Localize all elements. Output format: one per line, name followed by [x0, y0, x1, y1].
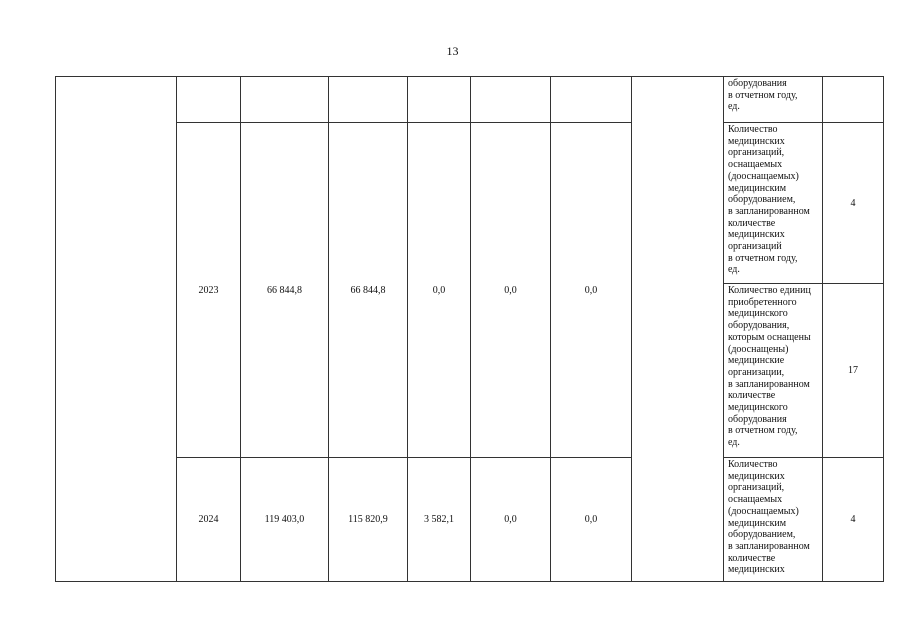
indicator-name: Количество медицинских организаций, оснащаемых (дооснащаемых) медицинским оборудованием, в запланированном количестве медицинских организаций в отчетном году, ед.	[723, 122, 822, 283]
indicator-value: 4	[822, 122, 884, 283]
table-cell-blank	[328, 76, 407, 122]
other-cell: 0,0	[550, 122, 631, 457]
table-cell-blank	[631, 76, 723, 582]
table-cell-blank	[550, 76, 631, 122]
other-cell: 0,0	[550, 457, 631, 582]
table-cell-blank	[240, 76, 328, 122]
table-cell-blank	[176, 76, 240, 122]
table-cell-blank	[407, 76, 470, 122]
total-cell: 66 844,8	[240, 122, 328, 457]
budget-table	[55, 76, 884, 582]
table-cell-blank	[55, 76, 176, 582]
indicator-name: оборудования в отчетном году, ед.	[723, 76, 822, 122]
indicator-name: Количество единиц приобретенного медицинского оборудования, которым оснащены (дооснащены) медицинские организации, в запланированном количестве медицинского оборудования в отчетном году, ед.	[723, 283, 822, 457]
federal-cell: 115 820,9	[328, 457, 407, 582]
indicator-value	[822, 76, 884, 122]
year-cell: 2023	[176, 122, 240, 457]
year-cell: 2024	[176, 457, 240, 582]
regional-cell: 0,0	[407, 122, 470, 457]
indicator-value: 17	[822, 283, 884, 457]
regional-cell: 3 582,1	[407, 457, 470, 582]
municipal-cell: 0,0	[470, 122, 550, 457]
indicator-value: 4	[822, 457, 884, 582]
federal-cell: 66 844,8	[328, 122, 407, 457]
total-cell: 119 403,0	[240, 457, 328, 582]
table-cell-blank	[470, 76, 550, 122]
municipal-cell: 0,0	[470, 457, 550, 582]
page-number: 13	[446, 44, 459, 58]
indicator-name: Количество медицинских организаций, оснащаемых (дооснащаемых) медицинским оборудованием, в запланированном количестве медицинских	[723, 457, 822, 582]
